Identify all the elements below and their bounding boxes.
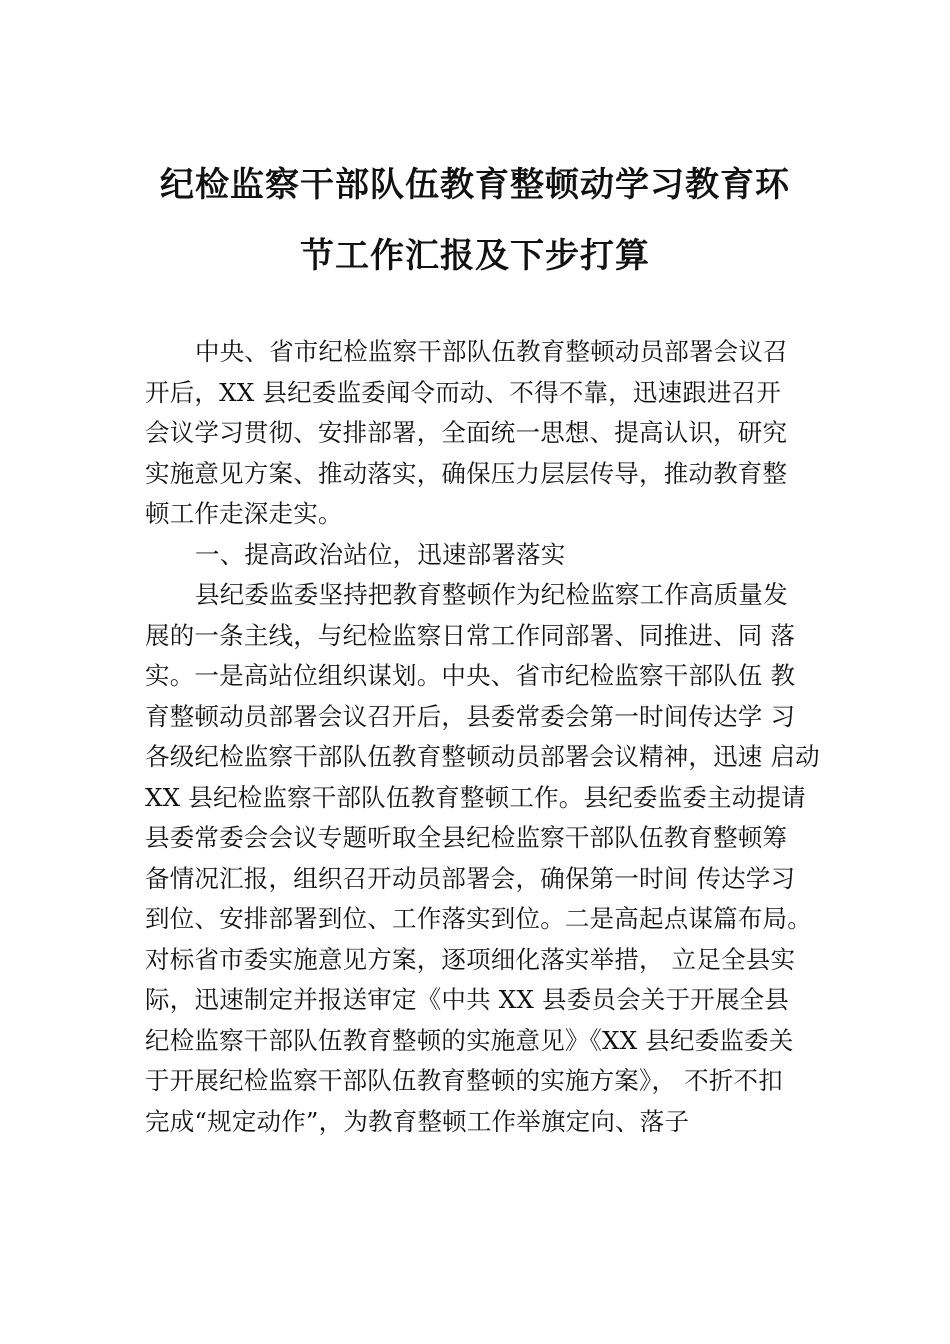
body-line: 会议学习贯彻、安排部署，全面统一思想、提高认识，研究 [145,418,788,447]
body-line: 于开展纪检监察干部队伍教育整顿的实施方案》， 不折不扣 [145,1066,783,1095]
body-line: 顿工作走深走实。 [145,499,343,528]
body-line: 际，迅速制定并报送审定《中共 XX 县委员会关于开展全县 [145,985,790,1014]
body-line: 开后，XX 县纪委监委闻令而动、不得不靠，迅速跟进召开 [145,377,782,407]
body-line: 县委常委会会议专题听取全县纪检监察干部队伍教育整顿筹 [145,823,788,852]
body-line: 各级纪检监察干部队伍教育整顿动员部署会议精神，迅速 启动 [145,742,820,771]
body-line: 备情况汇报，组织召开动员部署会，确保第一时间 传达学习 [145,863,796,893]
body-line: 对标省市委实施意见方案，逐项细化落实举措， 立足全县实 [145,944,796,974]
body-line: 到位、安排部署到位、工作落实到位。二是高起点谋篇布局。 [145,904,812,933]
document-title-line-2: 节工作汇报及下步打算 [300,236,650,276]
body-line: 中央、省市纪检监察干部队伍教育整顿动员部署会议召 [195,337,788,366]
body-line: 实施意见方案、推动落实，确保压力层层传导，推动教育整 [145,458,788,488]
document-body [145,332,845,1142]
section-heading: 一、提高政治站位，迅速部署落实 [195,539,566,569]
body-line: 育整顿动员部署会议召开后，县委常委会第一时间传达学 习 [145,701,796,731]
document-title-line-1: 纪检监察干部队伍教育整顿动学习教育环 [160,165,790,205]
body-line: 实。一是高站位组织谋划。中央、省市纪检监察干部队伍 教 [145,661,796,690]
body-line: XX 县纪检监察干部队伍教育整顿工作。县纪委监委主动提请 [145,782,806,812]
body-line: 纪检监察干部队伍教育整顿的实施意见》《XX 县纪委监委关 [145,1025,794,1055]
body-line: 展的一条主线，与纪检监察日常工作同部署、同推进、同 落 [145,620,796,650]
body-line: 县纪委监委坚持把教育整顿作为纪检监察工作高质量发 [195,580,788,609]
body-line: 完成“规定动作”，为教育整顿工作举旗定向、落子 [145,1106,690,1136]
